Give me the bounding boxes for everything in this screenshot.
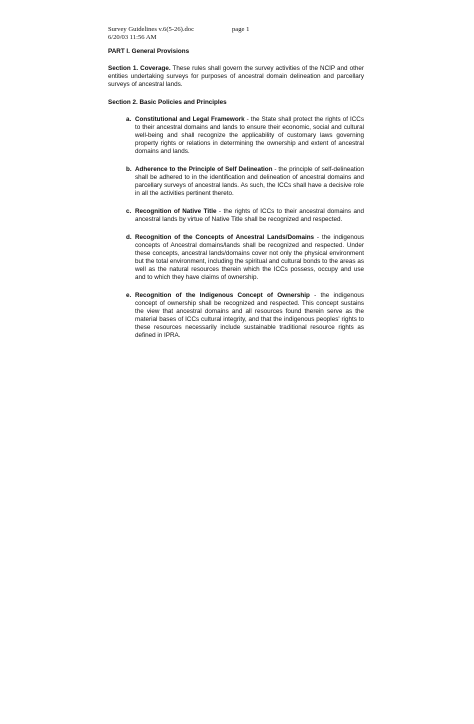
item-letter: e. bbox=[126, 292, 132, 299]
policy-item-b bbox=[108, 166, 364, 198]
item-letter: d. bbox=[126, 234, 132, 241]
item-text: - the principle of self-delineation shall be adhered to in the identification and delineation of ancestral domains and parcellary surveys of ancestral lands. As such, the ICCs shall have a decisive role in all the activities pertinent thereto. bbox=[135, 166, 364, 197]
page-header bbox=[108, 26, 364, 34]
item-title: Adherence to the Principle of Self Delineation bbox=[135, 166, 273, 173]
policy-list bbox=[108, 116, 364, 340]
item-title: Recognition of the Indigenous Concept of Ownership bbox=[135, 292, 310, 299]
item-text: - the indigenous concept of ownership shall be recognized and respected. This concept sustains the view that ancestral domains and all resources found therein serve as the material bases of ICCs cultural integrity, and that the indigenous peoples' rights to these resources necessarily include sustainable traditional resource rights as defined in IPRA. bbox=[135, 292, 364, 339]
item-text: - the State shall protect the rights of ICCs to their ancestral domains and lands to ensure their economic, social and cultural well-being and shall recognize the applicability of customary laws governing property rights or relations in determining the ownership and extent of ancestral domains and lands. bbox=[135, 116, 364, 155]
section-2-heading: Section 2. Basic Policies and Principles bbox=[108, 99, 227, 106]
section-1-text: These rules shall govern the survey activities of the NCIP and other entities undertaking surveys for purposes of ancestral domain delineation and parcellary surveys of ancestral lands. bbox=[108, 65, 364, 88]
policy-item-d bbox=[108, 234, 364, 282]
document-file-name: Survey Guidelines v.6(5-26).doc bbox=[108, 26, 195, 33]
item-letter: c. bbox=[126, 208, 132, 215]
page-content bbox=[108, 26, 364, 350]
page-number: page 1 bbox=[232, 26, 250, 33]
item-text: - the rights of ICCs to their ancestral domains and ancestral lands by virtue of Native Title shall be recognized and respected. bbox=[135, 208, 364, 223]
item-text: - the indigenous concepts of Ancestral domains/lands shall be recognized and respected. Under these concepts, ancestral lands/domains cover not only the physical environment but the total environment, including the spiritual and cultural bonds to the areas as well as the natural resources therein which the ICCs possess, occupy and use and to which they have claims of ownership. bbox=[135, 234, 365, 281]
section-1-paragraph bbox=[108, 65, 364, 89]
item-letter: b. bbox=[126, 166, 132, 173]
policy-item-a bbox=[108, 116, 364, 156]
policy-item-e bbox=[108, 292, 364, 340]
item-letter: a. bbox=[126, 116, 132, 123]
item-title: Constitutional and Legal Framework bbox=[135, 116, 245, 123]
document-timestamp: 6/20/03 11:56 AM bbox=[108, 34, 157, 41]
part-title: PART I. General Provisions bbox=[108, 48, 190, 55]
item-title: Recognition of the Concepts of Ancestral Lands/Domains bbox=[135, 234, 315, 241]
section-1-heading: Section 1. Coverage. bbox=[108, 65, 171, 72]
item-title: Recognition of Native Title bbox=[135, 208, 217, 215]
policy-item-c bbox=[108, 208, 364, 224]
